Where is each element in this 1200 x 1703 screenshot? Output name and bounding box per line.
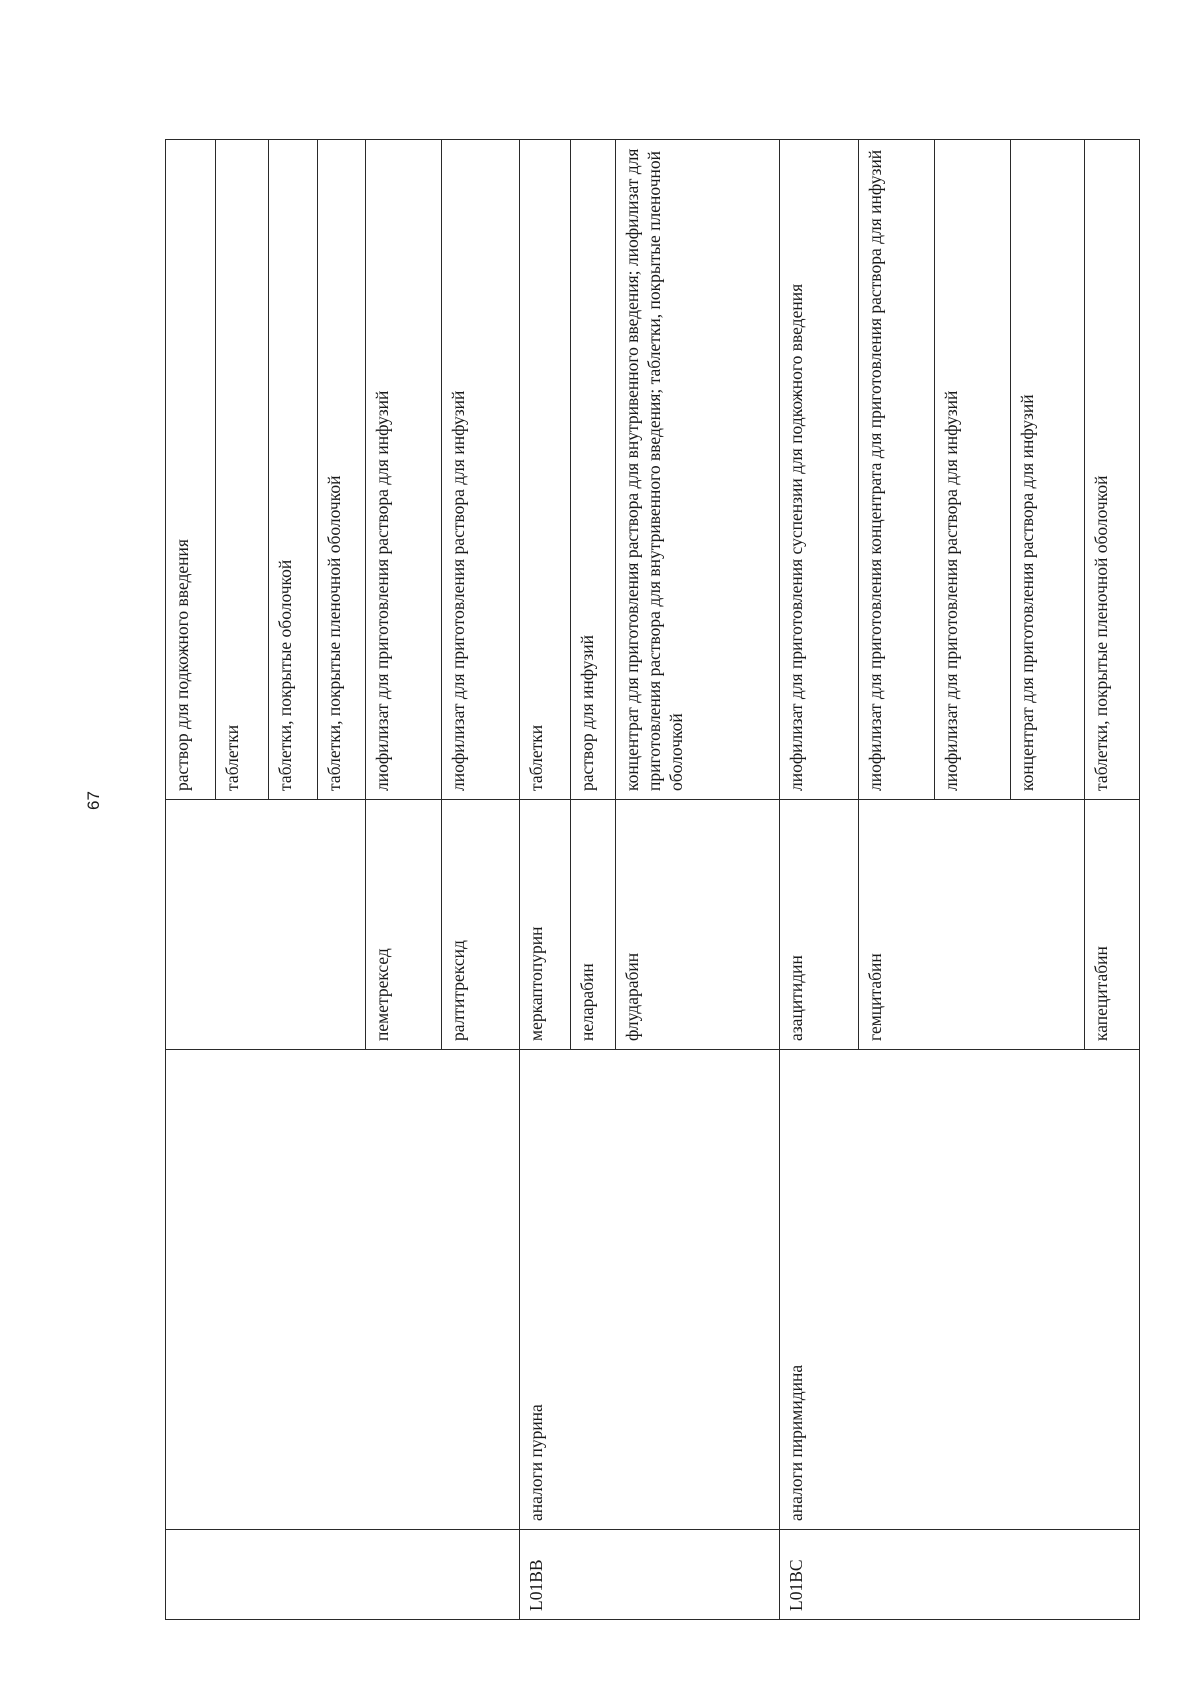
drug-cell <box>166 800 366 1050</box>
dosage-form-cell: таблетки <box>520 140 570 800</box>
dosage-form-cell: концентрат для приготовления раствора для внутривенного введения; лиофилизат для приготовления раствора для внутривенного введения; таблетки, покрытые пленочной оболочкой <box>616 140 780 800</box>
atc-code-cell <box>166 1530 520 1620</box>
table-row <box>166 140 216 1620</box>
dosage-form-cell: таблетки, покрытые оболочкой <box>268 140 317 800</box>
drug-cell: пеметрексед <box>365 800 441 1050</box>
dosage-form-cell: таблетки <box>216 140 268 800</box>
drug-cell: меркаптопурин <box>520 800 570 1050</box>
dosage-form-cell: раствор для инфузий <box>570 140 616 800</box>
dosage-form-cell: лиофилизат для приготовления раствора для инфузий <box>365 140 441 800</box>
group-cell: аналоги пиримидина <box>780 1050 1140 1530</box>
drug-cell: капецитабин <box>1085 800 1140 1050</box>
dosage-form-cell: лиофилизат для приготовления концентрата для приготовления раствора для инфузий <box>858 140 934 800</box>
drug-cell: неларабин <box>570 800 616 1050</box>
table-row <box>780 140 859 1620</box>
drug-table <box>165 139 1140 1620</box>
dosage-form-cell: лиофилизат для приготовления суспензии для подкожного введения <box>780 140 859 800</box>
drug-cell: флударабин <box>616 800 780 1050</box>
dosage-form-cell: концентрат для приготовления раствора для инфузий <box>1011 140 1085 800</box>
group-cell: аналоги пурина <box>520 1050 780 1530</box>
atc-code-cell: L01BB <box>520 1530 780 1620</box>
table-row <box>520 140 570 1620</box>
drug-cell: ралтитрексид <box>441 800 520 1050</box>
drug-cell: гемцитабин <box>858 800 1085 1050</box>
dosage-form-cell: таблетки, покрытые пленочной оболочкой <box>1085 140 1140 800</box>
page-number: 67 <box>84 791 103 810</box>
drug-cell: азацитидин <box>780 800 859 1050</box>
dosage-form-cell: лиофилизат для приготовления раствора для инфузий <box>934 140 1010 800</box>
atc-code-cell: L01BC <box>780 1530 1140 1620</box>
group-cell <box>166 1050 520 1530</box>
dosage-form-cell: раствор для подкожного введения <box>166 140 216 800</box>
dosage-form-cell: таблетки, покрытые пленочной оболочкой <box>317 140 365 800</box>
drug-table-rotated <box>165 140 1140 1620</box>
dosage-form-cell: лиофилизат для приготовления раствора для инфузий <box>441 140 520 800</box>
